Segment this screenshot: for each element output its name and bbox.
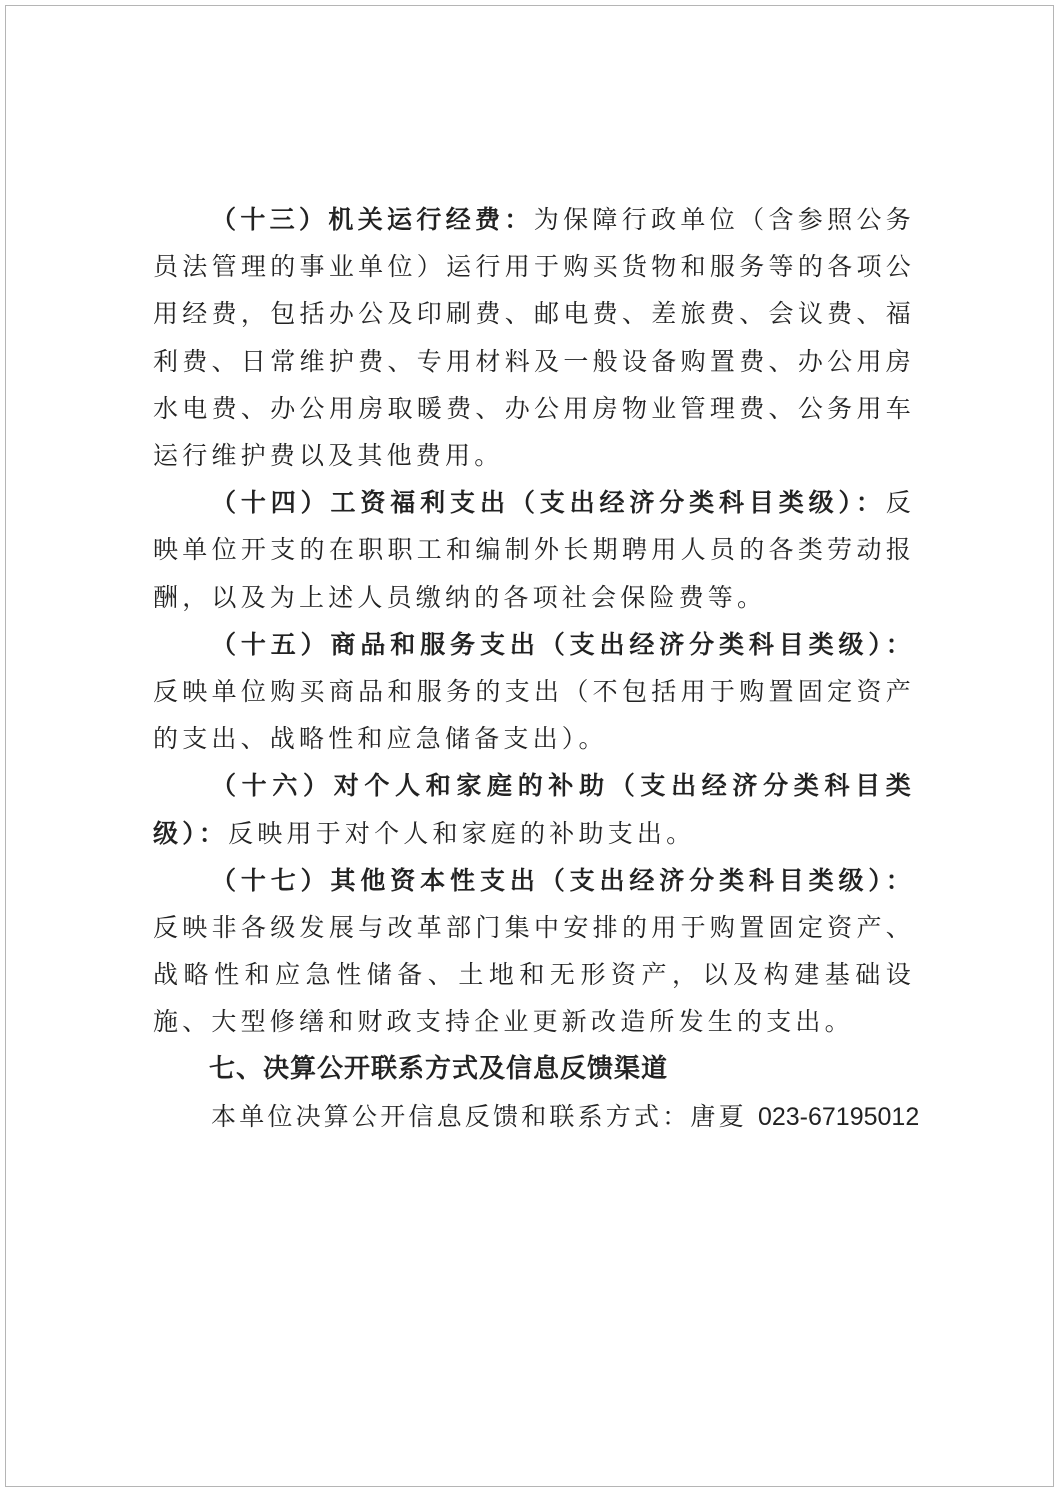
paragraph-13-lead: （十三）机关运行经费： bbox=[211, 205, 534, 234]
paragraph-14-body: 反映单位开支的在职职工和编制外长期聘用人员的各类劳动报酬，以及为上述人员缴纳的各项社会保险费等。 bbox=[153, 488, 915, 612]
paragraph-15-body: 反映单位购买商品和服务的支出（不包括用于购置固定资产的支出、战略性和应急储备支出）。 bbox=[153, 677, 915, 754]
document-body bbox=[153, 196, 920, 1141]
paragraph-16-lead: （十六）对个人和家庭的补助（支出经济分类科目类级）： bbox=[153, 771, 915, 848]
paragraph-13-body: 为保障行政单位（含参照公务员法管理的事业单位）运行用于购买货物和服务等的各项公用经费，包括办公及印刷费、邮电费、差旅费、会议费、福利费、日常维护费、专用材料及一般设备购置费、办公用房水电费、办公用房取暖费、办公用房物业管理费、公务用车运行维护费以及其他费用。 bbox=[153, 205, 915, 471]
contact-line bbox=[153, 1093, 920, 1141]
paragraph-15-lead: （十五）商品和服务支出（支出经济分类科目类级）： bbox=[211, 629, 915, 659]
paragraph-16-body: 反映用于对个人和家庭的补助支出。 bbox=[228, 818, 696, 848]
paragraph-17 bbox=[153, 857, 915, 1046]
contact-label: 本单位决算公开信息反馈和联系方式：唐夏 bbox=[211, 1101, 758, 1131]
paragraph-15 bbox=[153, 621, 915, 763]
paragraph-14 bbox=[153, 479, 915, 621]
paragraph-13 bbox=[153, 196, 915, 479]
paragraph-17-body: 反映非各级发展与改革部门集中安排的用于购置固定资产、战略性和应急性储备、土地和无形资产，以及构建基础设施、大型修缮和财政支持企业更新改造所发生的支出。 bbox=[153, 913, 915, 1037]
contact-phone: 023-67195012 bbox=[757, 1102, 920, 1131]
paragraph-17-lead: （十七）其他资本性支出（支出经济分类科目类级）： bbox=[211, 865, 915, 895]
paragraph-16 bbox=[153, 762, 915, 856]
paragraph-14-lead: （十四）工资福利支出（支出经济分类科目类级）： bbox=[211, 488, 886, 518]
section-heading: 七、决算公开联系方式及信息反馈渠道 bbox=[209, 1053, 669, 1084]
